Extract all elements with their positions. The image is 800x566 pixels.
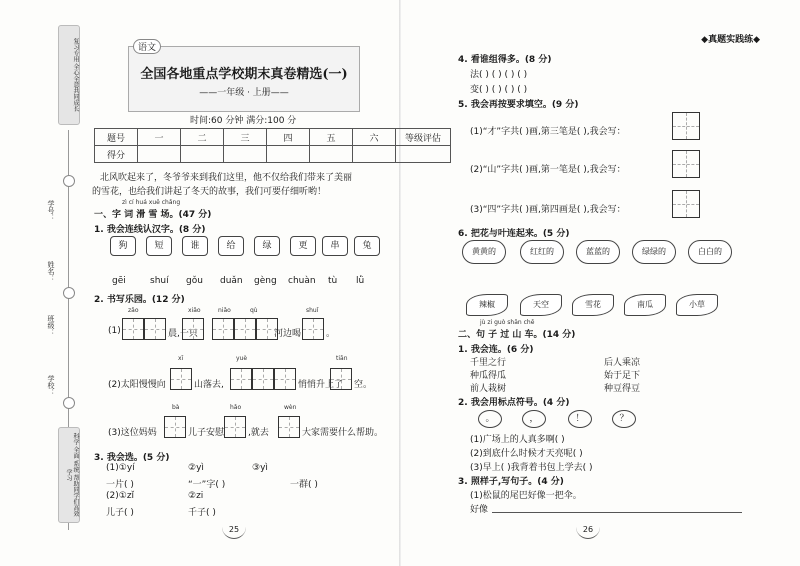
section2-title: 二、句 子 过 山 车。(14 分) — [458, 330, 576, 340]
match-left[interactable]: 种瓜得瓜 — [470, 371, 507, 381]
q2-pinyin: yuè — [236, 355, 248, 362]
intro-line: 北风吹起来了，冬爷爷来到我们这里，他不仅给我们带来了美丽 — [100, 173, 353, 183]
writing-cell[interactable] — [144, 318, 166, 340]
field-label-school: 学校： — [47, 375, 55, 396]
score-header: 等级评估 — [396, 129, 451, 146]
q4-row[interactable]: 法( ) ( ) ( ) ( ) — [470, 70, 528, 80]
strip-badge-bottom: 科学 全面 系统 帮助同学们高效学习 — [58, 427, 80, 523]
section2-pinyin: jù zi guò shān chē — [480, 319, 535, 326]
match-left[interactable]: 千里之行 — [470, 358, 507, 368]
char-box[interactable]: 狗 — [110, 236, 136, 256]
flower-item[interactable]: 蓝蓝的 — [576, 240, 620, 264]
writing-cell[interactable] — [182, 318, 204, 340]
score-cell[interactable] — [138, 146, 181, 163]
q2-text: 儿子安慰 — [188, 428, 225, 438]
subject-tag: 语文 — [133, 39, 161, 54]
section1-title: 一、字 词 滑 雪 场。(47 分) — [94, 210, 212, 220]
writing-cell[interactable] — [672, 150, 700, 178]
q5-row[interactable]: (3)“四”字共( )画,第四画是( ),我会写： — [470, 205, 626, 215]
q4-row[interactable]: 变( ) ( ) ( ) ( ) — [470, 85, 528, 95]
char-box[interactable]: 给 — [218, 236, 244, 256]
pinyin-option[interactable]: shuí — [150, 276, 169, 286]
char-box[interactable]: 兔 — [354, 236, 380, 256]
pinyin-option[interactable]: lǜ — [356, 276, 365, 286]
q2-text: (2)太阳慢慢向 — [108, 380, 166, 390]
char-box[interactable]: 绿 — [254, 236, 280, 256]
score-header: 四 — [267, 129, 310, 146]
q2-text: (1) — [108, 326, 121, 336]
q2-text: 山落去, — [194, 380, 224, 390]
q2-pinyin: wèn — [284, 404, 297, 411]
flower-item[interactable]: 黄黄的 — [462, 240, 506, 264]
punctuation-bubble: ！ — [568, 410, 592, 428]
q3-blank[interactable]: 千子( ) — [188, 508, 216, 518]
score-table — [94, 128, 451, 163]
score-cell[interactable] — [310, 146, 353, 163]
pinyin-option[interactable]: tù — [328, 276, 338, 286]
punct-row[interactable]: (1)广场上的人真多啊( ) — [470, 435, 565, 445]
leaf-item[interactable]: 天空 — [520, 294, 562, 316]
strip-dot — [63, 287, 75, 299]
q3-blank[interactable]: 一片( ) — [106, 480, 134, 490]
strip-dot — [63, 175, 75, 187]
writing-cell[interactable] — [224, 416, 246, 438]
writing-cell[interactable] — [212, 318, 234, 340]
exam-grade: ——一年级 · 上册—— — [199, 88, 289, 98]
intro-line: 的雪花，也给我们讲起了冬天的故事，我们可要仔细听哟！ — [92, 187, 327, 197]
strip-badge-top: 复习专用 全心全意共同成长 — [58, 25, 80, 125]
page-fold — [399, 0, 401, 566]
q3-option: ③yì — [252, 463, 268, 473]
q3-option: ②yì — [188, 463, 204, 473]
char-box[interactable]: 更 — [290, 236, 316, 256]
q2-pinyin: xī — [178, 355, 184, 362]
punctuation-bubble: 。 — [478, 410, 502, 428]
answer-line[interactable] — [492, 512, 742, 513]
q5-row[interactable]: (1)“才”字共( )画,第三笔是( ),我会写： — [470, 127, 626, 137]
writing-cell[interactable] — [302, 318, 324, 340]
exam-header — [128, 43, 360, 112]
writing-cell[interactable] — [170, 368, 192, 390]
q3-blank[interactable]: 一群( ) — [290, 480, 318, 490]
flower-item[interactable]: 红红的 — [520, 240, 564, 264]
q3-option: ②zi — [188, 491, 204, 501]
score-row-label: 得分 — [95, 146, 138, 163]
field-label-id: 学号： — [47, 200, 55, 221]
score-header: 题号 — [95, 129, 138, 146]
page-number-right: 26 — [576, 522, 600, 539]
example-sentence: (1)松鼠的尾巴好像一把伞。 — [470, 491, 582, 501]
char-box[interactable]: 串 — [322, 236, 348, 256]
field-label-class: 班级： — [47, 315, 55, 336]
writing-cell[interactable] — [278, 416, 300, 438]
score-cell[interactable] — [181, 146, 224, 163]
q2-text: ,就去 — [248, 428, 269, 438]
pinyin-option[interactable]: chuàn — [288, 276, 316, 286]
q2-text: 晨,一只 — [168, 329, 198, 339]
q5-row[interactable]: (2)“山”字共( )画,第一笔是( ),我会写： — [470, 165, 626, 175]
score-cell[interactable] — [267, 146, 310, 163]
leaf-item[interactable]: 南瓜 — [624, 294, 666, 316]
score-header: 二 — [181, 129, 224, 146]
writing-cell[interactable] — [164, 416, 186, 438]
q2-pinyin: shuǐ — [306, 307, 319, 314]
q2-pinyin: zǎo — [128, 307, 139, 314]
match-left[interactable]: 前人栽树 — [470, 384, 507, 394]
q3-option: (2)①zǐ — [106, 491, 135, 501]
strip-dot — [63, 397, 75, 409]
q2-pinyin: bà — [172, 404, 180, 411]
q2-pinyin: tiān — [336, 355, 348, 362]
q2-text: 河边喝 — [274, 329, 302, 339]
time-score: 时间:60 分钟 满分:100 分 — [190, 116, 297, 126]
writing-cell[interactable] — [252, 368, 274, 390]
pinyin-option[interactable]: gèng — [254, 276, 277, 286]
score-cell[interactable] — [353, 146, 396, 163]
writing-cell[interactable] — [122, 318, 144, 340]
q2-text: 。 — [326, 329, 336, 339]
writing-cell[interactable] — [274, 368, 296, 390]
q2-pinyin: hǎo — [230, 404, 242, 411]
char-box[interactable]: 谁 — [182, 236, 208, 256]
q3-blank[interactable]: 儿子( ) — [106, 508, 134, 518]
writing-cell[interactable] — [330, 368, 352, 390]
match-right[interactable]: 始于足下 — [604, 371, 641, 381]
q2-text: 大家需要什么帮助。 — [302, 428, 384, 438]
score-cell[interactable] — [224, 146, 267, 163]
question-2: 2. 书写乐园。(12 分) — [94, 295, 185, 305]
question-1: 1. 我会连线认汉字。(8 分) — [94, 225, 206, 235]
q2-text: 空。 — [354, 380, 373, 390]
exam-title: 全国各地重点学校期末真卷精选(一) — [140, 67, 348, 82]
page-number-left: 25 — [222, 522, 246, 539]
punctuation-bubble: ？ — [612, 410, 636, 428]
writing-cell[interactable] — [234, 318, 256, 340]
punctuation-bubble: ， — [522, 410, 546, 428]
score-header: 三 — [224, 129, 267, 146]
question-3: 3. 我会选。(5 分) — [94, 453, 170, 463]
q3-blank[interactable]: “一”字( ) — [188, 480, 226, 490]
punct-row[interactable]: (2)到底什么时候才天亮呢( ) — [470, 449, 583, 459]
q2-pinyin: qù — [250, 307, 258, 314]
pinyin-option[interactable]: duǎn — [220, 276, 243, 286]
q2-text: (3)这位妈妈 — [108, 428, 157, 438]
question-5: 5. 我会再按要求填空。(9 分) — [458, 100, 579, 110]
q3-option: (1)①yí — [106, 463, 135, 473]
q2-text: 悄悄升上了 — [298, 380, 344, 390]
leaf-item[interactable]: 辣椒 — [466, 294, 508, 316]
question-4: 4. 看谁组得多。(8 分) — [458, 55, 552, 65]
prompt-word: 好像 — [470, 505, 489, 515]
writing-cell[interactable] — [672, 112, 700, 140]
match-right[interactable]: 种豆得豆 — [604, 384, 641, 394]
leaf-item[interactable]: 小草 — [676, 294, 718, 316]
field-label-name: 姓名： — [47, 261, 55, 282]
score-header: 五 — [310, 129, 353, 146]
q2-pinyin: xiǎo — [188, 307, 201, 314]
flower-item[interactable]: 绿绿的 — [632, 240, 676, 264]
match-right[interactable]: 后人乘凉 — [604, 358, 641, 368]
corner-tag: ◆真题实践练◆ — [701, 35, 760, 45]
flower-item[interactable]: 白白的 — [688, 240, 732, 264]
pinyin-option[interactable]: gēi — [112, 276, 126, 286]
writing-cell[interactable] — [672, 190, 700, 218]
score-header: 一 — [138, 129, 181, 146]
s2-question-2: 2. 我会用标点符号。(4 分) — [458, 398, 570, 408]
score-cell[interactable] — [396, 146, 451, 163]
s2-question-1: 1. 我会连。(6 分) — [458, 345, 534, 355]
leaf-item[interactable]: 雪花 — [572, 294, 614, 316]
binding-strip — [47, 25, 80, 545]
punct-row[interactable]: (3)早上( )我背着书包上学去( ) — [470, 463, 593, 473]
writing-cell[interactable] — [230, 368, 252, 390]
question-6: 6. 把花与叶连起来。(5 分) — [458, 229, 570, 239]
score-header: 六 — [353, 129, 396, 146]
s2-question-3: 3. 照样子,写句子。(4 分) — [458, 477, 564, 487]
q2-pinyin: niǎo — [218, 307, 231, 314]
char-box[interactable]: 短 — [146, 236, 172, 256]
pinyin-option[interactable]: gǒu — [186, 276, 203, 286]
section1-pinyin: zì cí huá xuě chǎng — [122, 199, 181, 206]
